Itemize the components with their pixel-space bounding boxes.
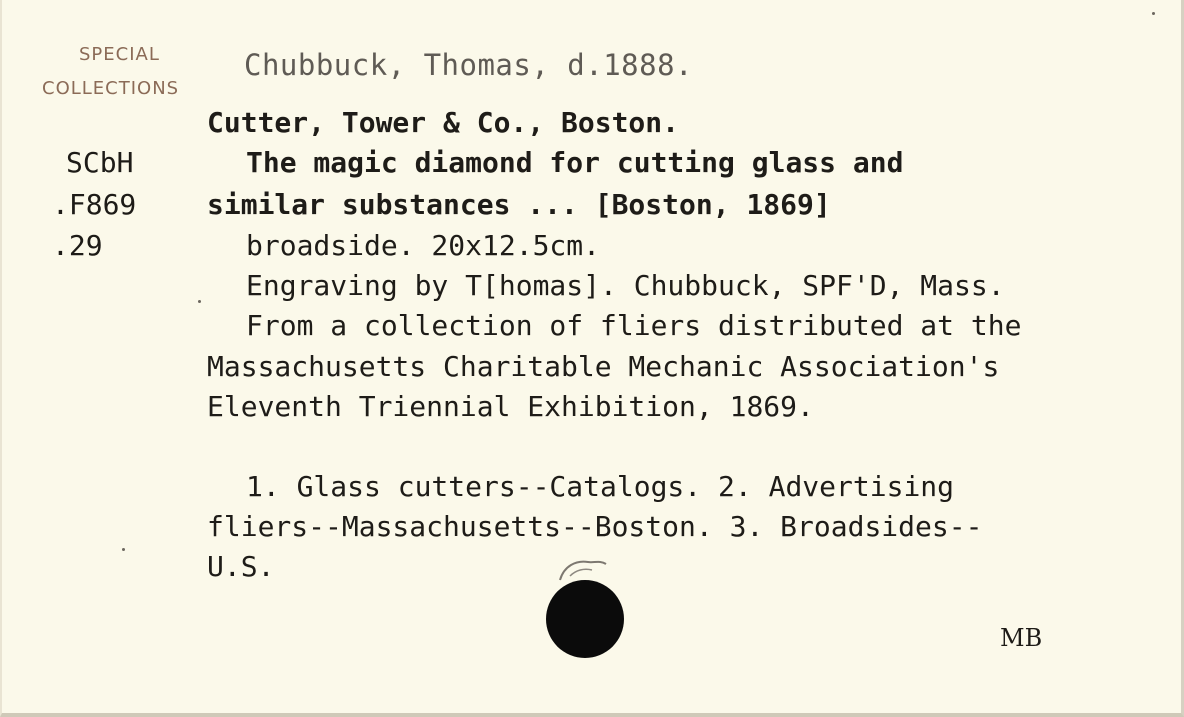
call-number-line-1: SCbH (66, 146, 134, 179)
special-collections-stamp-line1: SPECIAL (79, 44, 160, 65)
collection-note-line-1: From a collection of fliers distributed at the (246, 309, 1022, 342)
call-number-line-2: .F869 (52, 188, 137, 221)
call-number-line-3: .29 (52, 229, 103, 262)
special-collections-stamp-line2: COLLECTIONS (42, 78, 180, 99)
subjects-line-3: U.S. (207, 550, 275, 583)
title-line-2: similar substances ... [Boston, 1869] (207, 188, 831, 221)
subjects-line-2: fliers--Massachusetts--Boston. 3. Broadsides-- (207, 510, 983, 543)
cataloger-initials: MB (1000, 624, 1043, 652)
subjects-line-1: 1. Glass cutters--Catalogs. 2. Advertising (246, 470, 955, 503)
paper-speck (198, 300, 201, 303)
publisher-line: Cutter, Tower & Co., Boston. (207, 106, 680, 139)
punched-hole (546, 580, 624, 658)
author-heading: Chubbuck, Thomas, d.1888. (244, 48, 693, 82)
paper-speck (122, 548, 125, 551)
engraving-note: Engraving by T[homas]. Chubbuck, SPF'D, Mass. (246, 269, 1005, 302)
collection-note-line-3: Eleventh Triennial Exhibition, 1869. (207, 390, 814, 423)
title-line-1: The magic diamond for cutting glass and (246, 146, 904, 179)
physical-description: broadside. 20x12.5cm. (246, 229, 601, 262)
collection-note-line-2: Massachusetts Charitable Mechanic Association's (207, 350, 1000, 383)
paper-speck (1152, 12, 1155, 15)
